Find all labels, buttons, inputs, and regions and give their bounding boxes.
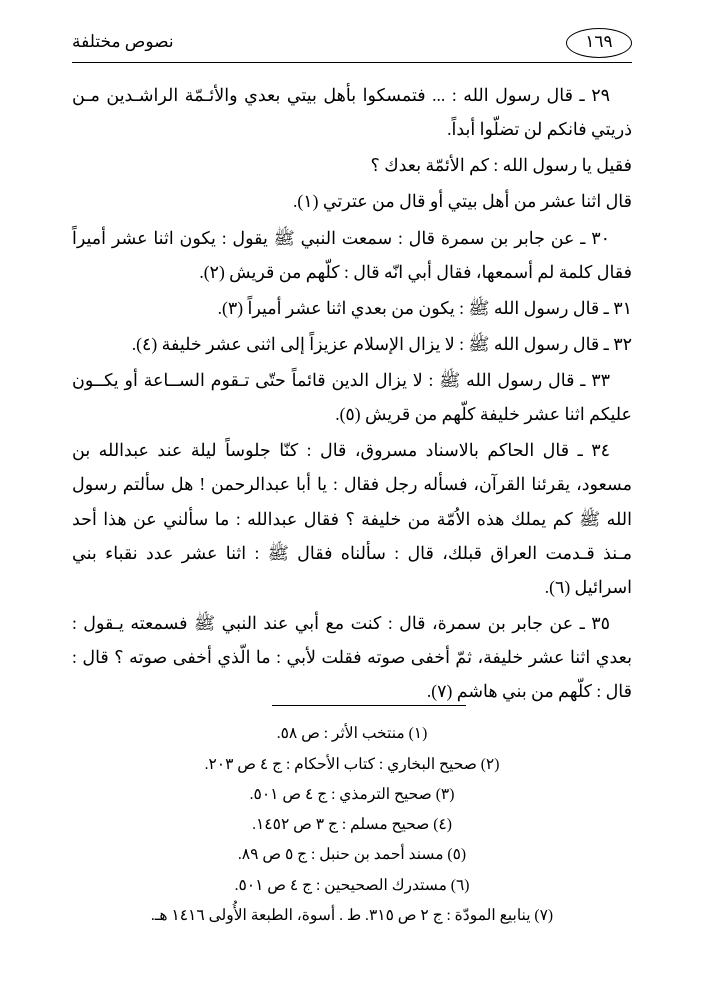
body-paragraph: ٣٤ ـ قال الحاكم بالاسناد مسروق، قال : كنّا جلوساً ليلة عند عبدالله بن مسعود، يقرئنا القرآن، فسأله رجل فقال : يا أبا عبدالرحمن ! هل سألتم رسول الله ﷺ كم يملك هذه الاُمّة من خليفة ؟ فقال عبدالله : ما سألني عن هذا أحد مـنذ قـدمت العراق قبلك، قال : سألناه فقال ﷺ : اثنا عشر عدد نقباء بني اسرائيل (٦). [72, 440, 632, 597]
body-paragraph: ٣٢ ـ قال رسول الله ﷺ : لا يزال الإسلام عزيزاً إلى اثنى عشر خليفة (٤). [131, 333, 632, 354]
footnotes-section [72, 705, 632, 931]
page-number-badge [566, 28, 632, 58]
footnote-item: (٤) صحيح مسلم : ج ٣ ص ١٤٥٢. [252, 816, 452, 834]
footnote-list [72, 719, 632, 931]
footnote-item: (٦) مستدرك الصحيحين : ج ٤ ص ٥٠١. [234, 876, 470, 894]
page-header [72, 26, 632, 60]
body-paragraph: ٣١ ـ قال رسول الله ﷺ : يكون من بعدي اثنا عشر أميراً (٣). [217, 297, 632, 318]
body-paragraph: ٣٣ ـ قال رسول الله ﷺ : لا يزال الدين قائماً حتّى تـقوم الســاعة أو يكــون عليكم اثنا عشر خليفة كلّهم من قريش (٥). [72, 370, 632, 425]
body-paragraph: ٣٠ ـ عن جابر بن سمرة قال : سمعت النبي ﷺ يقول : يكون اثنا عشر أميراً فقال كلمة لم أسمعها، فقال أبي انّه قال : كلّهم من قريش (٢). [72, 227, 632, 282]
footnote-item: (١) منتخب الأثر : ص ٥٨. [276, 725, 428, 743]
body-paragraph: ٢٩ ـ قال رسول الله : ... فتمسكوا بأهل بيتي بعدي والأئـمّة الراشـدين مـن ذريتي فانكم لن تضلّوا أبداً. [72, 85, 632, 140]
page-body [72, 78, 632, 710]
footnote-item: (٥) مسند أحمد بن حنبل : ج ٥ ص ٨٩. [237, 846, 467, 864]
body-paragraph: ٣٥ ـ عن جابر بن سمرة، قال : كنت مع أبي عند النبي ﷺ فسمعته يـقول : بعدي اثنا عشر خليفة، ثمّ أخفى صوته فقلت لأبي : ما الّذي أخفى صوته ؟ قال : قال : كلّهم من بني هاشم (٧). [72, 612, 632, 702]
page-number: ١٦٩ [585, 32, 613, 51]
footnotes-divider [272, 705, 466, 706]
body-paragraph: قال اثنا عشر من أهل بيتي أو قال من عترتي (١). [293, 191, 632, 212]
footnote-item: (٢) صحيح البخاري : كتاب الأحكام : ج ٤ ص ٢٠٣. [204, 755, 500, 773]
header-title: نصوص مختلفة [72, 31, 174, 51]
header-divider [72, 62, 632, 63]
footnote-item: (٧) ينابيع المودّة : ج ٢ ص ٣١٥. ط . أسوة، الطبعة الأُولى ١٤١٦ هـ. [150, 906, 554, 924]
footnote-item: (٣) صحيح الترمذي : ج ٤ ص ٥٠١. [249, 785, 455, 803]
footnotes-divider-wrap [72, 705, 632, 719]
body-paragraph: فقيل يا رسول الله : كم الأئمّة بعدك ؟ [370, 155, 632, 176]
